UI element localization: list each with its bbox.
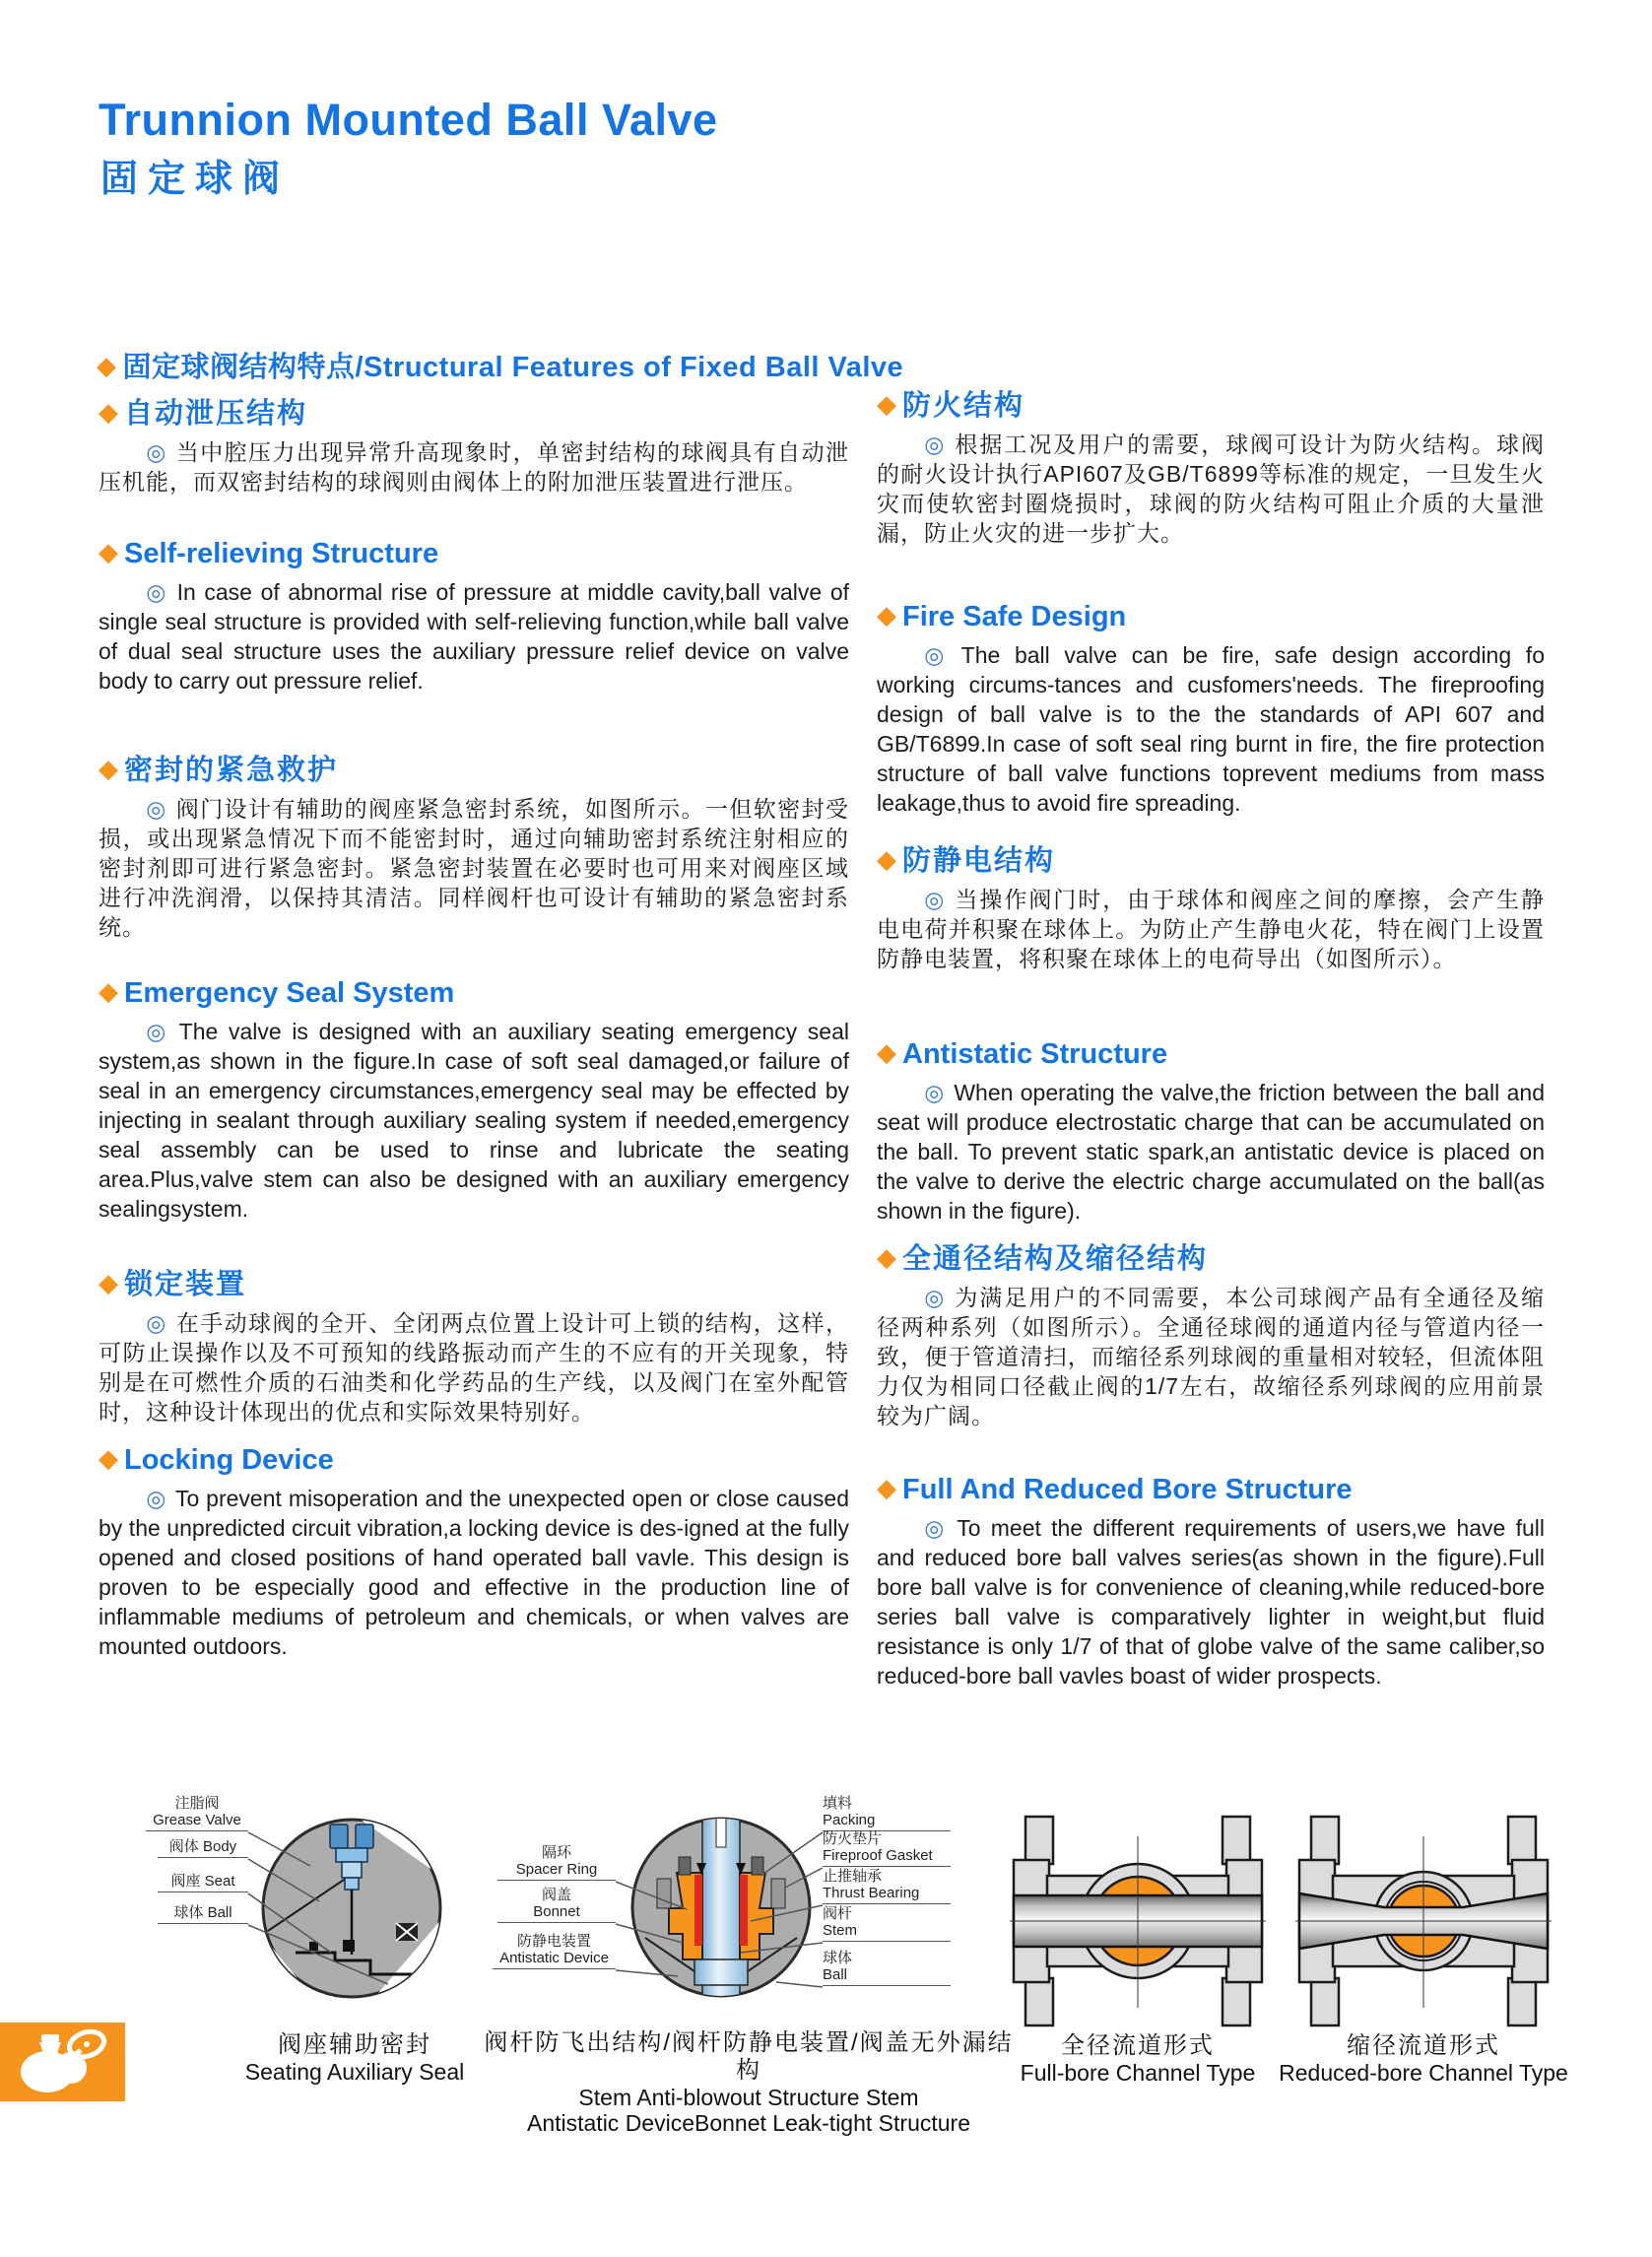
heading-antistatic-cn: ◆ 防静电结构	[877, 844, 1056, 877]
label-packing: 填料 Packing	[823, 1795, 951, 1831]
bullet-icon: ◎	[146, 439, 167, 465]
heading-self-relieving: ◆ Self-relieving Structure	[99, 537, 439, 569]
bullet-icon: ◎	[924, 1285, 947, 1310]
figure-full-bore	[1005, 1803, 1271, 2098]
page-title-en: Trunnion Mounted Ball Valve	[99, 95, 718, 145]
label-grease-valve: 注脂阀 Grease Valve	[146, 1795, 248, 1831]
section-header	[97, 345, 903, 385]
diamond-icon: ◆	[877, 389, 896, 419]
bullet-icon: ◎	[146, 796, 167, 822]
body-antistatic-cn: ◎ 当操作阀门时，由于球体和阀座之间的摩擦，会产生静电电荷并积聚在球体上。为防止产生静电火花，特在阀门上设置防静电装置，将积聚在球体上的电荷导出（如图所示）。	[877, 887, 1545, 971]
section-locking-en	[99, 1440, 849, 1661]
section-self-relieving	[99, 534, 849, 696]
ball-valve-badge	[0, 2023, 125, 2101]
figure-reduced-bore	[1279, 1803, 1568, 2098]
heading-fire-en: ◆ Fire Safe Design	[877, 600, 1127, 632]
page-title-cn: 固定球阀	[100, 159, 291, 200]
bullet-icon: ◎	[146, 1310, 167, 1336]
diamond-icon: ◆	[99, 537, 118, 566]
bullet-icon: ◎	[146, 1486, 166, 1511]
caption-full-bore: 全径流道形式 Full-bore Channel Type	[1020, 2032, 1256, 2086]
body-self-relieving: ◎ In case of abnormal rise of pressure at middle cavity,ball valve of single seal structure is provided with self-relieving function,while ball valve of dual seal structure uses the auxiliary pressure relief device on valve body to carry out pressure relief.	[99, 579, 849, 694]
heading-locking-cn: ◆ 锁定装置	[99, 1268, 247, 1300]
heading-locking-en: ◆ Locking Device	[99, 1443, 334, 1476]
body-auto-relief: ◎ 当中腔压力出现异常升高现象时，单密封结构的球阀具有自动泄压机能，而双密封结构的球阀则由阀体上的附加泄压装置进行泄压。	[99, 439, 849, 495]
caption-seating-auxiliary-seal: 阀座辅助密封 Seating Auxiliary Seal	[244, 2031, 465, 2085]
bullet-icon: ◎	[924, 1515, 949, 1541]
body-antistatic-en: ◎ When operating the valve,the friction between the ball and seat will produce electrostatic charge that can be accumulated on the ball. To prevent static spark,an antistatic device is placed on the valve to derive the electric charge accumulated on the ball(as shown in the figure).	[877, 1080, 1545, 1224]
full-bore-valve-figure	[1010, 1813, 1266, 2029]
label-seat: 阀座 Seat	[158, 1873, 248, 1892]
bullet-icon: ◎	[924, 431, 947, 457]
heading-bore-en: ◆ Full And Reduced Bore Structure	[877, 1473, 1353, 1505]
caption-reduced-bore: 缩径流道形式 Reduced-bore Channel Type	[1279, 2032, 1568, 2086]
section-fire-cn	[877, 386, 1545, 548]
bullet-icon: ◎	[924, 1080, 946, 1105]
body-locking-cn: ◎ 在手动球阀的全开、全闭两点位置上设计可上锁的结构，这样，可防止误操作以及不可预知的线路振动而产生的不应有的开关现象，特别是在可燃性介质的石油类和化学药品的生产线，以及阀门在室外配管时，这种设计体现出的优点和实际效果特别好。	[99, 1310, 849, 1425]
diamond-icon: ◆	[99, 397, 118, 427]
label-ball: 球体 Ball	[158, 1904, 248, 1924]
section-bore-cn	[877, 1239, 1545, 1430]
diamond-icon: ◆	[877, 844, 896, 874]
section-antistatic-cn	[877, 841, 1545, 973]
heading-antistatic-en: ◆ Antistatic Structure	[877, 1037, 1168, 1070]
label-body: 阀体 Body	[158, 1838, 248, 1858]
diamond-icon: ◆	[97, 351, 117, 380]
heading-emergency-seal-en: ◆ Emergency Seal System	[99, 976, 455, 1009]
label-spacer-ring: 隔环 Spacer Ring	[497, 1844, 616, 1881]
heading-auto-relief: ◆ 自动泄压结构	[99, 397, 308, 430]
diamond-icon: ◆	[877, 1242, 896, 1272]
heading-bore-cn: ◆ 全通径结构及缩径结构	[877, 1242, 1209, 1275]
body-fire-en: ◎ The ball valve can be fire, safe design according fo working circums-tances and cusfomers'needs. The fireproofing design of ball valve is to the the standards of API 607 and GB/T6899.In case of soft seal ring burnt in fire, the fire protection structure of ball valve functions toprevent mediums from mass leakage,thus to avoid fire spreading.	[877, 642, 1545, 816]
diamond-icon: ◆	[99, 1443, 118, 1473]
bullet-icon: ◎	[146, 1019, 170, 1044]
section-antistatic-en	[877, 1034, 1545, 1226]
body-bore-cn: ◎ 为满足用户的不同需要，本公司球阀产品有全通径及缩径两种系列（如图所示）。全通径球阀的通道内径与管道内径一致，便于管道清扫，而缩径系列球阀的重量相对较轻，但流体阻力仅为相同口径截止阀的1/7左右，故缩径系列球阀的应用前景较为广阔。	[877, 1285, 1545, 1428]
heading-fire-cn: ◆ 防火结构	[877, 389, 1025, 422]
diamond-icon: ◆	[877, 600, 896, 630]
body-locking-en: ◎ To prevent misoperation and the unexpected open or close caused by the unpredicted circuit vibration,a locking device is des-igned at the fully opened and closed positions of hand operated ball vavle. This design is proven to be especially good and effective in the production line of inflammable mediums of petroleum and chemicals, or when valves are mounted outdoors.	[99, 1486, 849, 1659]
left-column	[99, 394, 849, 1661]
body-fire-cn: ◎ 根据工况及用户的需要，球阀可设计为防火结构。球阀的耐火设计执行API607及GB/T6899等标准的规定，一旦发生火灾而使软密封圈烧损时，球阀的防火结构可阻止介质的大量泄漏，防止火灾的进一步扩大。	[877, 431, 1545, 546]
diamond-icon: ◆	[99, 1268, 118, 1297]
label-ball-2: 球体 Ball	[823, 1950, 951, 1986]
section-emergency-seal-en	[99, 973, 849, 1224]
label-stem: 阀杆 Stem	[823, 1905, 951, 1942]
diamond-icon: ◆	[877, 1037, 896, 1067]
section-fire-en	[877, 597, 1545, 818]
reduced-bore-valve-figure	[1295, 1813, 1552, 2029]
heading-emergency-seal-cn: ◆ 密封的紧急救护	[99, 754, 339, 786]
figure-seating-auxiliary-seal	[99, 1795, 512, 2110]
bullet-icon: ◎	[924, 642, 953, 668]
seat-seal-cutaway-figure	[258, 1815, 445, 2002]
ball-valve-icon	[0, 2023, 125, 2101]
label-antistatic-device: 防静电装置 Antistatic Device	[493, 1933, 616, 1969]
section-locking-cn	[99, 1265, 849, 1427]
stem-cutaway-figure	[628, 1814, 815, 2001]
label-bonnet: 阀盖 Bonnet	[497, 1887, 616, 1923]
diamond-icon: ◆	[877, 1473, 896, 1502]
section-header-text: 固定球阀结构特点/Structural Features of Fixed Ball Valve	[122, 352, 904, 383]
right-column	[877, 386, 1545, 1691]
body-emergency-seal-en: ◎ The valve is designed with an auxiliary seating emergency seal system,as shown in the figure.In case of soft seal damaged,or failure of seal in an emergency circumstances,emergency seal may be effected by injecting in sealant through auxiliary sealing system if needed,emergency seal assembly can be used to rinse and lubricate the seating area.Plus,valve stem can also be designed with an auxiliary emergency sealingsystem.	[99, 1019, 849, 1222]
body-bore-en: ◎ To meet the different requirements of users,we have full and reduced bore ball valves series(as shown in the figure).Full bore ball valve is for convenience of cleaning,while reduced-bore series ball valve is comparatively lighter in weight,but fluid resistance is only 1/7 of that of globe valve of the same caliber,so reduced-bore ball vavles boast of wider prospects.	[877, 1515, 1545, 1689]
section-emergency-seal-cn	[99, 751, 849, 942]
label-thrust-bearing: 止推轴承 Thrust Bearing	[823, 1868, 951, 1904]
bullet-icon: ◎	[146, 579, 168, 605]
figure-stem-structure	[484, 1793, 1044, 2136]
caption-stem-structure: 阀杆防飞出结构/阀杆防静电装置/阀盖无外漏结构 Stem Anti-blowout Structure Stem Antistatic DeviceBonnet Leak-tight Structure	[484, 2029, 1014, 2136]
section-auto-relief	[99, 394, 849, 497]
label-fireproof-gasket: 防火垫片 Fireproof Gasket	[823, 1830, 951, 1867]
section-bore-en	[877, 1470, 1545, 1691]
diamond-icon: ◆	[99, 976, 118, 1006]
body-emergency-seal-cn: ◎ 阀门设计有辅助的阀座紧急密封系统，如图所示。一但软密封受损，或出现紧急情况下而不能密封时，通过向辅助密封系统注射相应的密封剂即可进行紧急密封。紧急密封装置在必要时也可用来对阀座区域进行冲洗润滑，以保持其清洁。同样阀杆也可设计有辅助的紧急密封系统。	[99, 796, 849, 940]
bullet-icon: ◎	[924, 887, 947, 912]
diamond-icon: ◆	[99, 754, 118, 783]
